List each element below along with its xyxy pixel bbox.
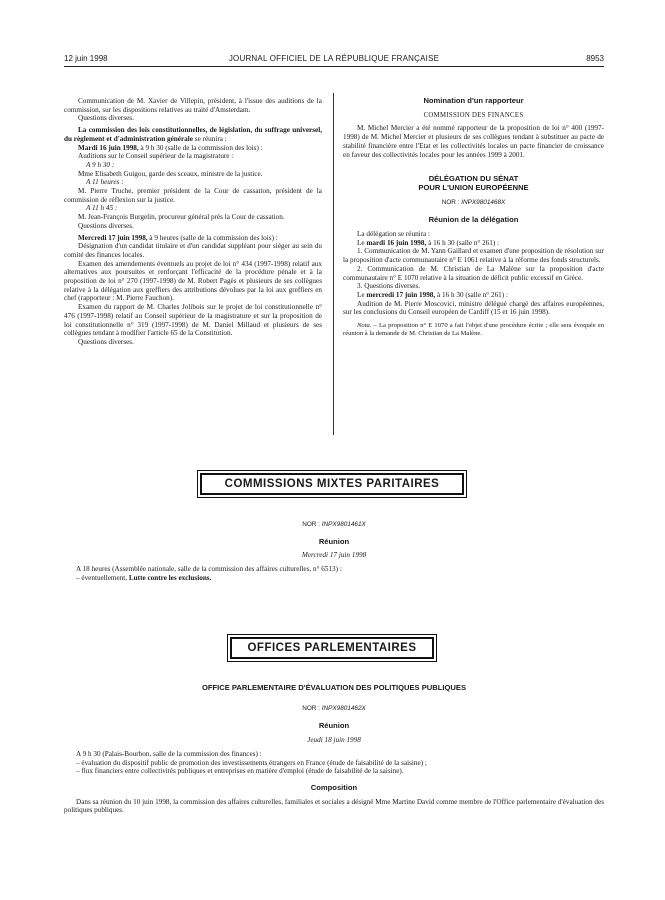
paragraph: Examen des amendements éventuels au projet de loi n° 434 (1997-1998) relatif aux alternatives aux poursuites et renforçant l'efficacité de la procédure pénale et à la proposition de loi n° 270 (1997-1998) de M. Robert Pagès et plusieurs de ses collègues relative à la délégation aux greffiers des attributions dévolues par la loi aux greffiers en chef (rapporteur : M. Pierre Fauchon).	[64, 259, 322, 303]
section-heading: POUR L'UNION EUROPÉENNE	[418, 182, 529, 192]
paragraph: M. Michel Mercier a été nommé rapporteur de la proposition de loi n° 400 (1997-1998) de M. Michel Mercier et plusieurs de ses collègues tendant à substituer au pacte de stabilité financière entre l'Etat et les collectivités locales un pacte financier de croissance en faveur des collectivités locales pour les années 1999 à 2001.	[343, 124, 604, 159]
nor-reference: NOR : INPX9801468X	[441, 198, 506, 206]
left-column	[64, 97, 322, 347]
meeting-date: Jeudi 18 juin 1998	[307, 736, 361, 745]
paragraph: Dans sa réunion du 10 juin 1998, la commission des affaires culturelles, familiales et sociales a désigné Mme Martine David comme membre de l'Office parlementaire d'évaluation des politiques publiques.	[64, 797, 604, 815]
paragraph: 1. Communication de M. Yann Gaillard et examen d'une proposition de résolution sur la proposition d'acte communautaire n° E 1061 relative à la réforme des fonds structurels.	[343, 247, 604, 265]
paragraph: Questions diverses.	[78, 221, 134, 230]
section-heading: Composition	[310, 782, 358, 792]
paragraph: A 18 heures (Assemblée nationale, salle de la commission des affaires culturelles, n° 6513) :	[76, 565, 342, 574]
section-heading: Réunion de la délégation	[428, 215, 519, 225]
section-heading: Nomination d'un rapporteur	[423, 96, 524, 105]
paragraph: M. Pierre Truche, premier président de la Cour de cassation, président de la commission de réflexion sur la justice.	[64, 187, 322, 204]
section-heading: DÉLÉGATION DU SÉNAT	[428, 174, 519, 184]
paragraph: La commission des lois constitutionnelles, de législation, du suffrage universel, du règlement et d'administration générale se réunira :	[64, 126, 322, 143]
meeting-date: Mercredi 17 juin 1998	[301, 551, 367, 560]
paragraph: M. Jean-François Burgelin, procureur général près la Cour de cassation.	[78, 213, 285, 222]
section-heading: OFFICE PARLEMENTAIRE D'ÉVALUATION DES POLITIQUES PUBLIQUES	[201, 683, 467, 692]
paragraph: Désignation d'un candidat titulaire et d'un candidat suppléant pour siéger au sein du comité des finances locales.	[64, 242, 322, 259]
section-heading: Réunion	[318, 536, 350, 546]
column-divider	[333, 93, 334, 435]
paragraph: A 11 heures :	[86, 178, 124, 187]
note: Nota. – La proposition n° E 1070 a fait l'objet d'une procédure écrite ; elle sera évoquée en réunion à la demande de M. Christian de La Malène.	[343, 322, 604, 338]
header-title: JOURNAL OFFICIEL DE LA RÉPUBLIQUE FRANÇAISE	[228, 54, 440, 63]
paragraph: Audition de M. Pierre Moscovici, ministre délégué chargé des affaires européennes, sur les conclusions du Conseil européen de Cardiff (15 et 16 juin 1998).	[343, 299, 604, 317]
paragraph: – évaluation du dispositif public de promotion des investissements étrangers en France (étude de faisabilité de la saisine) ;	[76, 758, 427, 767]
paragraph: Le mardi 16 juin 1998, à 16 h 30 (salle n° 261) :	[357, 238, 500, 247]
paragraph: A 9 h 30 (Palais-Bourbon, salle de la commission des finances) :	[76, 749, 262, 758]
paragraph: Mme Elisabeth Guigou, garde des sceaux, ministre de la justice.	[78, 169, 263, 178]
paragraph: A 9 h 30 :	[86, 160, 115, 169]
paragraph: Examen du rapport de M. Charles Jolibois sur le projet de loi constitutionnelle n° 476 (1997-1998) relatif au Conseil supérieur de la magistrature et sur la proposition de loi constitutionnelle n° 319 (1997-1998) de M. Daniel Millaud et plusieurs de ses collègues tendant à modifier l'article 65 de la Constitution.	[64, 303, 322, 338]
paragraph: Mercredi 17 juin 1998, à 9 heures (salle de la commission des lois) :	[78, 233, 278, 242]
section-box-cmp: COMMISSIONS MIXTES PARITAIRES	[200, 473, 464, 495]
paragraph: 3. Questions diverses.	[357, 282, 421, 291]
subheading: COMMISSION DES FINANCES	[423, 111, 524, 119]
op-section	[64, 684, 604, 815]
paragraph: Questions diverses.	[78, 337, 134, 346]
paragraph: Questions diverses.	[78, 114, 134, 123]
header-date: 12 juin 1998	[64, 54, 108, 63]
paragraph: Auditions sur le Conseil supérieur de la magistrature :	[78, 152, 234, 161]
section-box-op: OFFICES PARLEMENTAIRES	[230, 637, 434, 659]
paragraph: – flux financiers entre collectivités publiques et entreprises en matière d'emploi (étude de faisabilité de la saisine).	[76, 767, 404, 776]
header-page-number: 8953	[586, 54, 604, 63]
section-heading: Réunion	[318, 721, 350, 731]
paragraph: A 11 h 45 :	[86, 204, 118, 213]
nor-reference: NOR : INPX9801462X	[302, 704, 366, 712]
paragraph: Mardi 16 juin 1998, à 9 h 30 (salle de la commission des lois) :	[78, 143, 263, 152]
right-column	[343, 97, 604, 338]
paragraph: Le mercredi 17 juin 1998, à 16 h 30 (salle n° 261) :	[357, 290, 508, 299]
nor-reference: NOR : INPX9801461X	[302, 521, 366, 528]
header-rule	[64, 66, 604, 67]
paragraph: Communication de M. Xavier de Villepin, président, à l'issue des auditions de la commission, sur les dispositions relatives au traité d'Amsterdam.	[64, 97, 322, 114]
cmp-section	[64, 521, 604, 583]
paragraph: La délégation se réunira :	[357, 230, 431, 239]
paragraph: 2. Communication de M. Christian de La Malène sur la proposition d'acte communautaire n° E 1070 relative à la situation de déficit public excessif en Grèce.	[343, 264, 604, 282]
paragraph: – éventuellement, Lutte contre les exclusions.	[76, 573, 212, 582]
